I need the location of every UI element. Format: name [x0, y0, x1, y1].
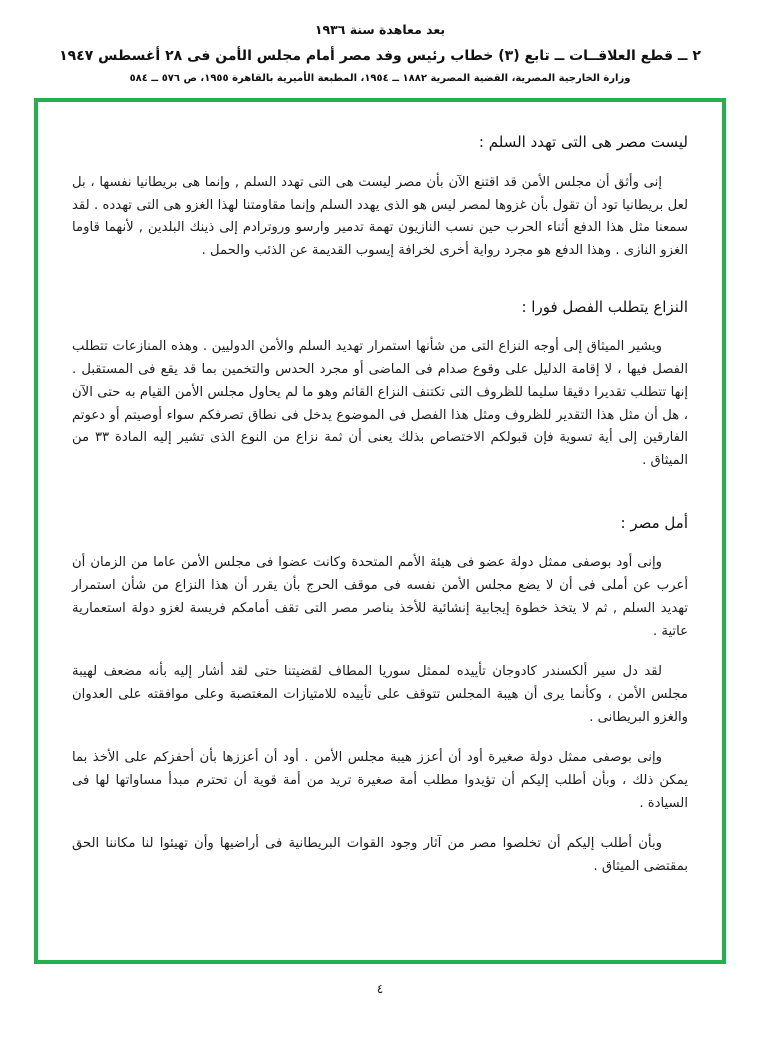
document-header — [34, 22, 726, 84]
document-body — [72, 130, 688, 879]
section-3-paragraph-4: وبأن أطلب إليكم أن تخلصوا مصر من آثار وجود القوات البريطانية فى أراضيها وأن تهيئوا لنا مكاننا الحق بمقتضى الميثاق . — [72, 836, 688, 875]
section-title-3: أمل مصر : — [620, 513, 688, 532]
section-3-paragraph-2: لقد دل سير ألكسندر كادوجان تأييده لممثل سوريا المطاف لقضيتنا حتى لقد أشار إليه بأنه مضعف لهيبة مجلس الأمن ، وكأنما يرى أن هيبة المجلس تتوقف على تأييده للامتيازات المغتصبة وعلى موافقته على العدوان والغزو البريطانى . — [72, 664, 688, 725]
section-1-paragraph-1: إنى وأثق أن مجلس الأمن قد اقتنع الآن بأن مصر ليست هى التى تهدد السلم , وإنما هى بريطانيا نفسها ، بل لعل بريطانيا تود أن تقول بأن غزوها لمصر ليس هو الذى يهدد السلم وإنما مقاومتنا لهذا الغزو هى التى تهدده . لقد سمعنا مثل هذا الدفع أثناء الحرب حين نسب النازيون تهمة تدمير وارسو وروترادم إلى ذينك البلدين , لأنهما قاوما الغزو النازى . وهذا الدفع هو مجرد رواية أخرى لخرافة إيسوب القديمة عن الذئب والحمل . — [72, 174, 688, 258]
section-3-paragraph-1: وإنى أود بوصفى ممثل دولة عضو فى هيئة الأمم المتحدة وكانت عضوا فى مجلس الأمن عاما من الزمان أن أعرب عن أملى فى أن لا يضع مجلس الأمن نفسه فى موقف الحرج بأن يقرر أن هذا النزاع من شأن استمرار تهديد السلم , ثم لا يتخذ خطوة إيجابية إنشائية للأخذ بناصر مصر التى تقف أمامكم فريسة لغزو دولة استعمارية عاتية . — [72, 555, 688, 639]
section-title-1: ليست مصر هى التى تهدد السلم : — [478, 133, 688, 151]
section-2-paragraph-1: ويشير الميثاق إلى أوجه النزاع التى من شأنها استمرار تهديد السلم والأمن الدوليين . وهذه المنازعات تتطلب الفصل فيها ، لا إقامة الدليل على وقوع صدام فى الماضى أو مجرد الحدس والتخمين بما قد يقع فى المستقبل . إنها تتطلب تقديرا دقيقا سليما للظروف التى تكتنف النزاع القائم وهو ما لم يحاول مجلس الأمن القيام به حتى الآن ، هل أن مثل هذا التقدير للظروف ومثل هذا الفصل فى الموضوع يدخل فى نطاق تصرفكم سواء أوصيتم أو دعوتم الفارقين إلى أية تسوية فإن قبولكم الاختصاص بذلك يعنى أن ثمة نزاع من النوع الذى تشير إليه المادة ٣٣ من الميثاق . — [72, 339, 689, 468]
header-title-line-2: ٢ ــ قطع العلاقــات ــ تابع (٣) خطاب رئيس وفد مصر أمام مجلس الأمن فى ٢٨ أغسطس ١٩٤٧ — [59, 48, 701, 64]
section-3-paragraph-3: وإنى بوصفى ممثل دولة صغيرة أود أن أعزز هيبة مجلس الأمن . أود أن أعززها بأن أحفزكم على الأخذ بما يمكن ذلك ، وبأن أطلب إليكم أن تؤيدوا مطلب أمة صغيرة تريد من أمة قوية أن تحترم مبدأ مساواتها لها فى السيادة . — [72, 750, 688, 811]
section-title-2: النزاع يتطلب الفصل فورا : — [521, 297, 688, 316]
page-number: ٤ — [376, 982, 384, 996]
header-source-citation: وزارة الخارجية المصرية، القضية المصرية ١٨٨٢ ــ ١٩٥٤، المطبعة الأميرية بالقاهرة ١٩٥٥، ص ٥٧٦ ــ ٥٨٤ — [129, 73, 631, 84]
content-frame — [34, 98, 726, 964]
header-title-line-1: بعد معاهدة سنة ١٩٣٦ — [314, 22, 446, 37]
